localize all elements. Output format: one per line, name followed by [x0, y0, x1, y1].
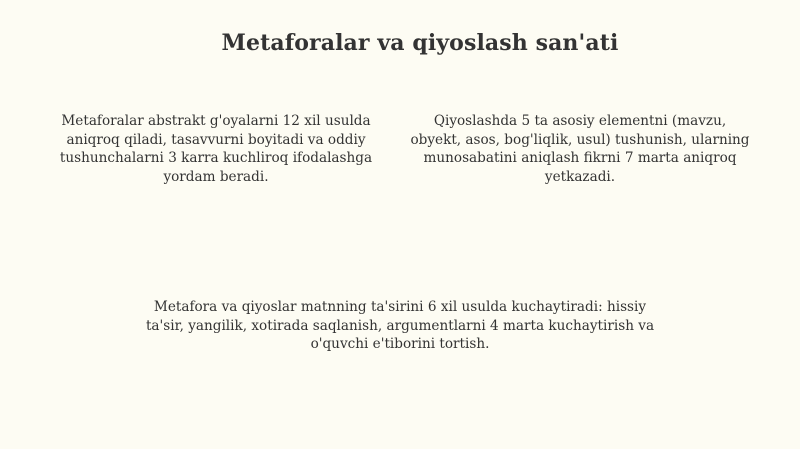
left-paragraph: Metaforalar abstrakt g'oyalarni 12 xil usulda aniqroq qiladi, tasavvurni boyitadi va oddiy tushunchalarni 3 karra kuchliroq ifodalashga yordam beradi.: [59, 113, 373, 185]
bottom-paragraph: Metafora va qiyoslar matnning ta'sirini 6 xil usulda kuchaytiradi: hissiy ta'sir, yangilik, xotirada saqlanish, argumentlarni 4 marta kuchaytirish va o'quvchi e'tiborini tortish.: [145, 299, 655, 352]
right-paragraph: Qiyoslashda 5 ta asosiy elementni (mavzu, obyekt, asos, bog'liqlik, usul) tushunish, ularning munosabatini aniqlash fikrni 7 marta aniqroq yetkazadi.: [410, 113, 750, 185]
slide-title: Metaforalar va qiyoslash san'ati: [221, 30, 619, 56]
